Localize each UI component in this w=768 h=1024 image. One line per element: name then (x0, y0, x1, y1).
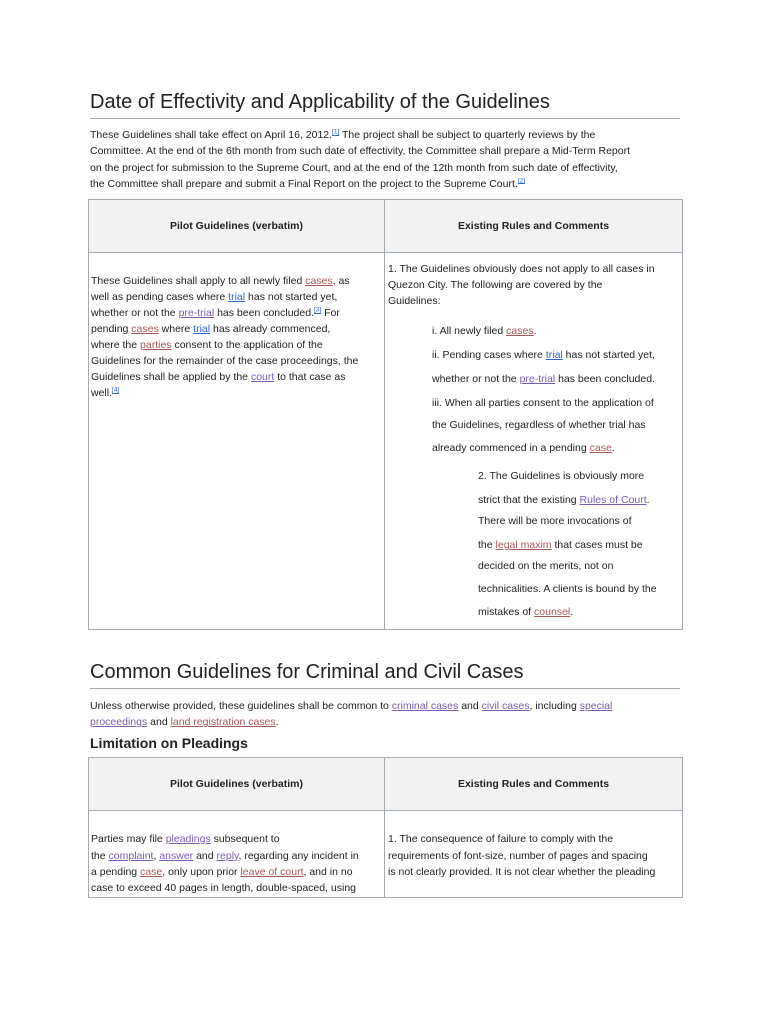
section-heading-common-guidelines: Common Guidelines for Criminal and Civil Cases (90, 660, 680, 689)
text-run: . (275, 716, 279, 729)
cell-line (388, 864, 655, 880)
cell-line (478, 513, 632, 529)
text-run: , (153, 850, 160, 862)
cell-line (388, 277, 602, 293)
link-case[interactable]: case (140, 866, 163, 878)
cell-line (91, 848, 359, 864)
text-run: The project shall be subject to quarterly reviews by the (339, 129, 596, 141)
text-run: subsequent to (210, 833, 280, 845)
text-run: iii. When all parties consent to the application of (432, 397, 654, 409)
section-heading-effectivity: Date of Effectivity and Applicability of the Guidelines (90, 90, 680, 119)
link-proceedings[interactable]: proceedings (90, 716, 148, 729)
link-counsel[interactable]: counsel (534, 606, 571, 618)
text-run: consent to the application of the (171, 339, 323, 351)
pilot-guidelines-cell (89, 253, 385, 630)
existing-rules-cell (385, 811, 683, 898)
cell-line (478, 604, 573, 620)
cell-line (91, 273, 350, 289)
link-trial[interactable]: trial (228, 291, 246, 303)
link-cases[interactable]: cases (305, 275, 333, 287)
col-header-pilot-guidelines: Pilot Guidelines (verbatim) (89, 200, 385, 253)
cell-line (388, 261, 655, 277)
text-run: has not started yet, (245, 291, 338, 303)
text-run: case to exceed 40 pages in length, double-spaced, using (91, 882, 357, 894)
cell-line (388, 293, 441, 309)
cell-line (91, 864, 353, 880)
text-run: , only upon prior (162, 866, 241, 878)
cell-line (388, 848, 648, 864)
text-run: 1. The consequence of failure to comply with the (388, 833, 614, 845)
link-complaint[interactable]: complaint (108, 850, 154, 862)
cell-line (478, 581, 657, 597)
cell-line (432, 417, 646, 433)
link-legal-maxim[interactable]: legal maxim (495, 539, 552, 551)
text-run: Quezon City. The following are covered by the (388, 279, 603, 291)
paragraph-line (90, 127, 680, 143)
text-run: mistakes of (478, 606, 535, 618)
col-header-existing-rules: Existing Rules and Comments (385, 758, 683, 811)
text-run: For (321, 307, 340, 319)
cell-line (432, 371, 655, 387)
text-run: whether or not the (432, 373, 520, 385)
paragraph-line (90, 160, 680, 176)
text-run: the (478, 539, 496, 551)
cell-line (91, 305, 340, 321)
text-run: the (91, 850, 109, 862)
text-run: . (533, 325, 537, 337)
paragraph-line (90, 698, 680, 714)
cell-line (91, 369, 346, 385)
effectivity-paragraph (90, 127, 680, 192)
text-run: whether or not the (91, 307, 179, 319)
text-run: . (570, 606, 574, 618)
text-run: 2. The Guidelines is obviously more (478, 470, 645, 482)
effectivity-comparison-table (88, 199, 683, 630)
link-land-registration-cases[interactable]: land registration cases (170, 716, 276, 729)
subheading-limitation-on-pleadings: Limitation on Pleadings (90, 735, 248, 751)
cell-line (432, 347, 655, 363)
link-pre-trial[interactable]: pre-trial (178, 307, 215, 319)
text-run: the Guidelines, regardless of whether trial has (432, 419, 646, 431)
common-guidelines-paragraph (90, 698, 680, 731)
link-trial[interactable]: trial (545, 349, 563, 361)
text-run: , including (529, 700, 580, 712)
cell-line (91, 321, 330, 337)
cell-line (432, 395, 654, 411)
text-run: Guidelines for the remainder of the case proceedings, the (91, 355, 359, 367)
cell-line (91, 880, 356, 896)
col-header-pilot-guidelines: Pilot Guidelines (verbatim) (89, 758, 385, 811)
text-run: strict that the existing (478, 494, 580, 506)
cell-line (91, 385, 119, 401)
existing-rules-cell (385, 253, 683, 630)
text-run: These Guidelines shall take effect on April 16, 2012. (90, 129, 333, 141)
link-case[interactable]: case (589, 442, 612, 454)
text-run: and (193, 850, 217, 862)
reference-link[interactable]: [4] (112, 386, 120, 394)
text-run: There will be more invocations of (478, 515, 632, 527)
pleadings-comparison-table (88, 757, 683, 898)
text-run: Guidelines: (388, 295, 441, 307)
paragraph-line (90, 143, 680, 159)
text-run: the Committee shall prepare and submit a Final Report on the project to the Supreme Court. (90, 177, 518, 190)
text-run: These Guidelines shall apply to all newly filed (91, 275, 306, 287)
text-run: . (646, 494, 650, 506)
reference-link[interactable]: [1] (332, 128, 340, 136)
cell-line (91, 337, 323, 353)
cell-line (478, 492, 650, 508)
link-parties[interactable]: parties (140, 339, 172, 351)
text-run: well. (91, 387, 113, 399)
text-run: i. All newly filed (432, 325, 507, 337)
cell-line (91, 353, 358, 369)
link-cases[interactable]: cases (131, 323, 159, 335)
cell-line (432, 323, 536, 339)
link-pre-trial[interactable]: pre-trial (519, 373, 556, 385)
text-run: and (458, 700, 482, 712)
text-run: , and in no (303, 866, 353, 878)
link-criminal-cases[interactable]: criminal cases (391, 700, 459, 712)
cell-line (388, 831, 613, 847)
text-run: well as pending cases where (91, 291, 229, 303)
link-cases[interactable]: cases (506, 325, 534, 337)
text-run: . (611, 442, 615, 454)
cell-line (91, 831, 280, 847)
text-run: where the (91, 339, 141, 351)
cell-line (478, 468, 644, 484)
paragraph-line (90, 176, 680, 192)
pilot-guidelines-cell (89, 811, 385, 898)
text-run: on the project for submission to the Supreme Court, and at the end of the 12th month from such date of effectivity, (90, 161, 618, 174)
link-rules-of-court[interactable]: Rules of Court (579, 494, 647, 506)
text-run: 1. The Guidelines obviously does not apply to all cases in (388, 263, 655, 275)
reference-link[interactable]: [3] (313, 306, 322, 314)
text-run: is not clearly provided. It is not clear whether the pleading (388, 866, 656, 878)
text-run: requirements of font-size, number of pages and spacing (388, 850, 648, 862)
col-header-existing-rules: Existing Rules and Comments (385, 200, 683, 253)
cell-line (478, 558, 613, 574)
link-answer[interactable]: answer (159, 850, 194, 862)
text-run: Guidelines shall be applied by the (91, 371, 251, 383)
text-run: and (147, 716, 171, 729)
link-reply[interactable]: reply (216, 850, 239, 862)
text-run: , as (332, 275, 350, 287)
reference-link[interactable]: [2] (517, 177, 526, 185)
cell-line (91, 289, 337, 305)
text-run: pending (91, 323, 132, 335)
text-run: where (158, 323, 194, 335)
text-run: that cases must be (551, 539, 643, 551)
cell-line (478, 537, 643, 553)
text-run: has not started yet, (562, 349, 655, 361)
text-run: has already commenced, (210, 323, 331, 335)
text-run: a pending (91, 866, 141, 878)
text-run: has been concluded. (214, 307, 314, 319)
link-pleadings[interactable]: pleadings (165, 833, 211, 845)
text-run: Parties may file (91, 833, 166, 845)
paragraph-line (90, 714, 680, 730)
text-run: has been concluded. (555, 373, 655, 385)
link-civil-cases[interactable]: civil cases (481, 700, 530, 712)
text-run: Unless otherwise provided, these guidelines shall be common to (90, 700, 392, 712)
link-trial[interactable]: trial (193, 323, 211, 335)
text-run: , regarding any incident in (238, 850, 359, 862)
link-leave-of-court[interactable]: leave of court (240, 866, 304, 878)
text-run: decided on the merits, not on (478, 560, 614, 572)
text-run: ii. Pending cases where (432, 349, 546, 361)
link-court[interactable]: court (250, 371, 275, 383)
text-run: Committee. At the end of the 6th month from such date of effectivity, the Committee shall prepare a Mid-Term Report (90, 145, 631, 158)
text-run: technicalities. A clients is bound by the (478, 583, 657, 595)
text-run: to that case as (274, 371, 346, 383)
cell-line (432, 440, 615, 456)
link-special[interactable]: special (579, 700, 613, 712)
text-run: already commenced in a pending (432, 442, 590, 454)
